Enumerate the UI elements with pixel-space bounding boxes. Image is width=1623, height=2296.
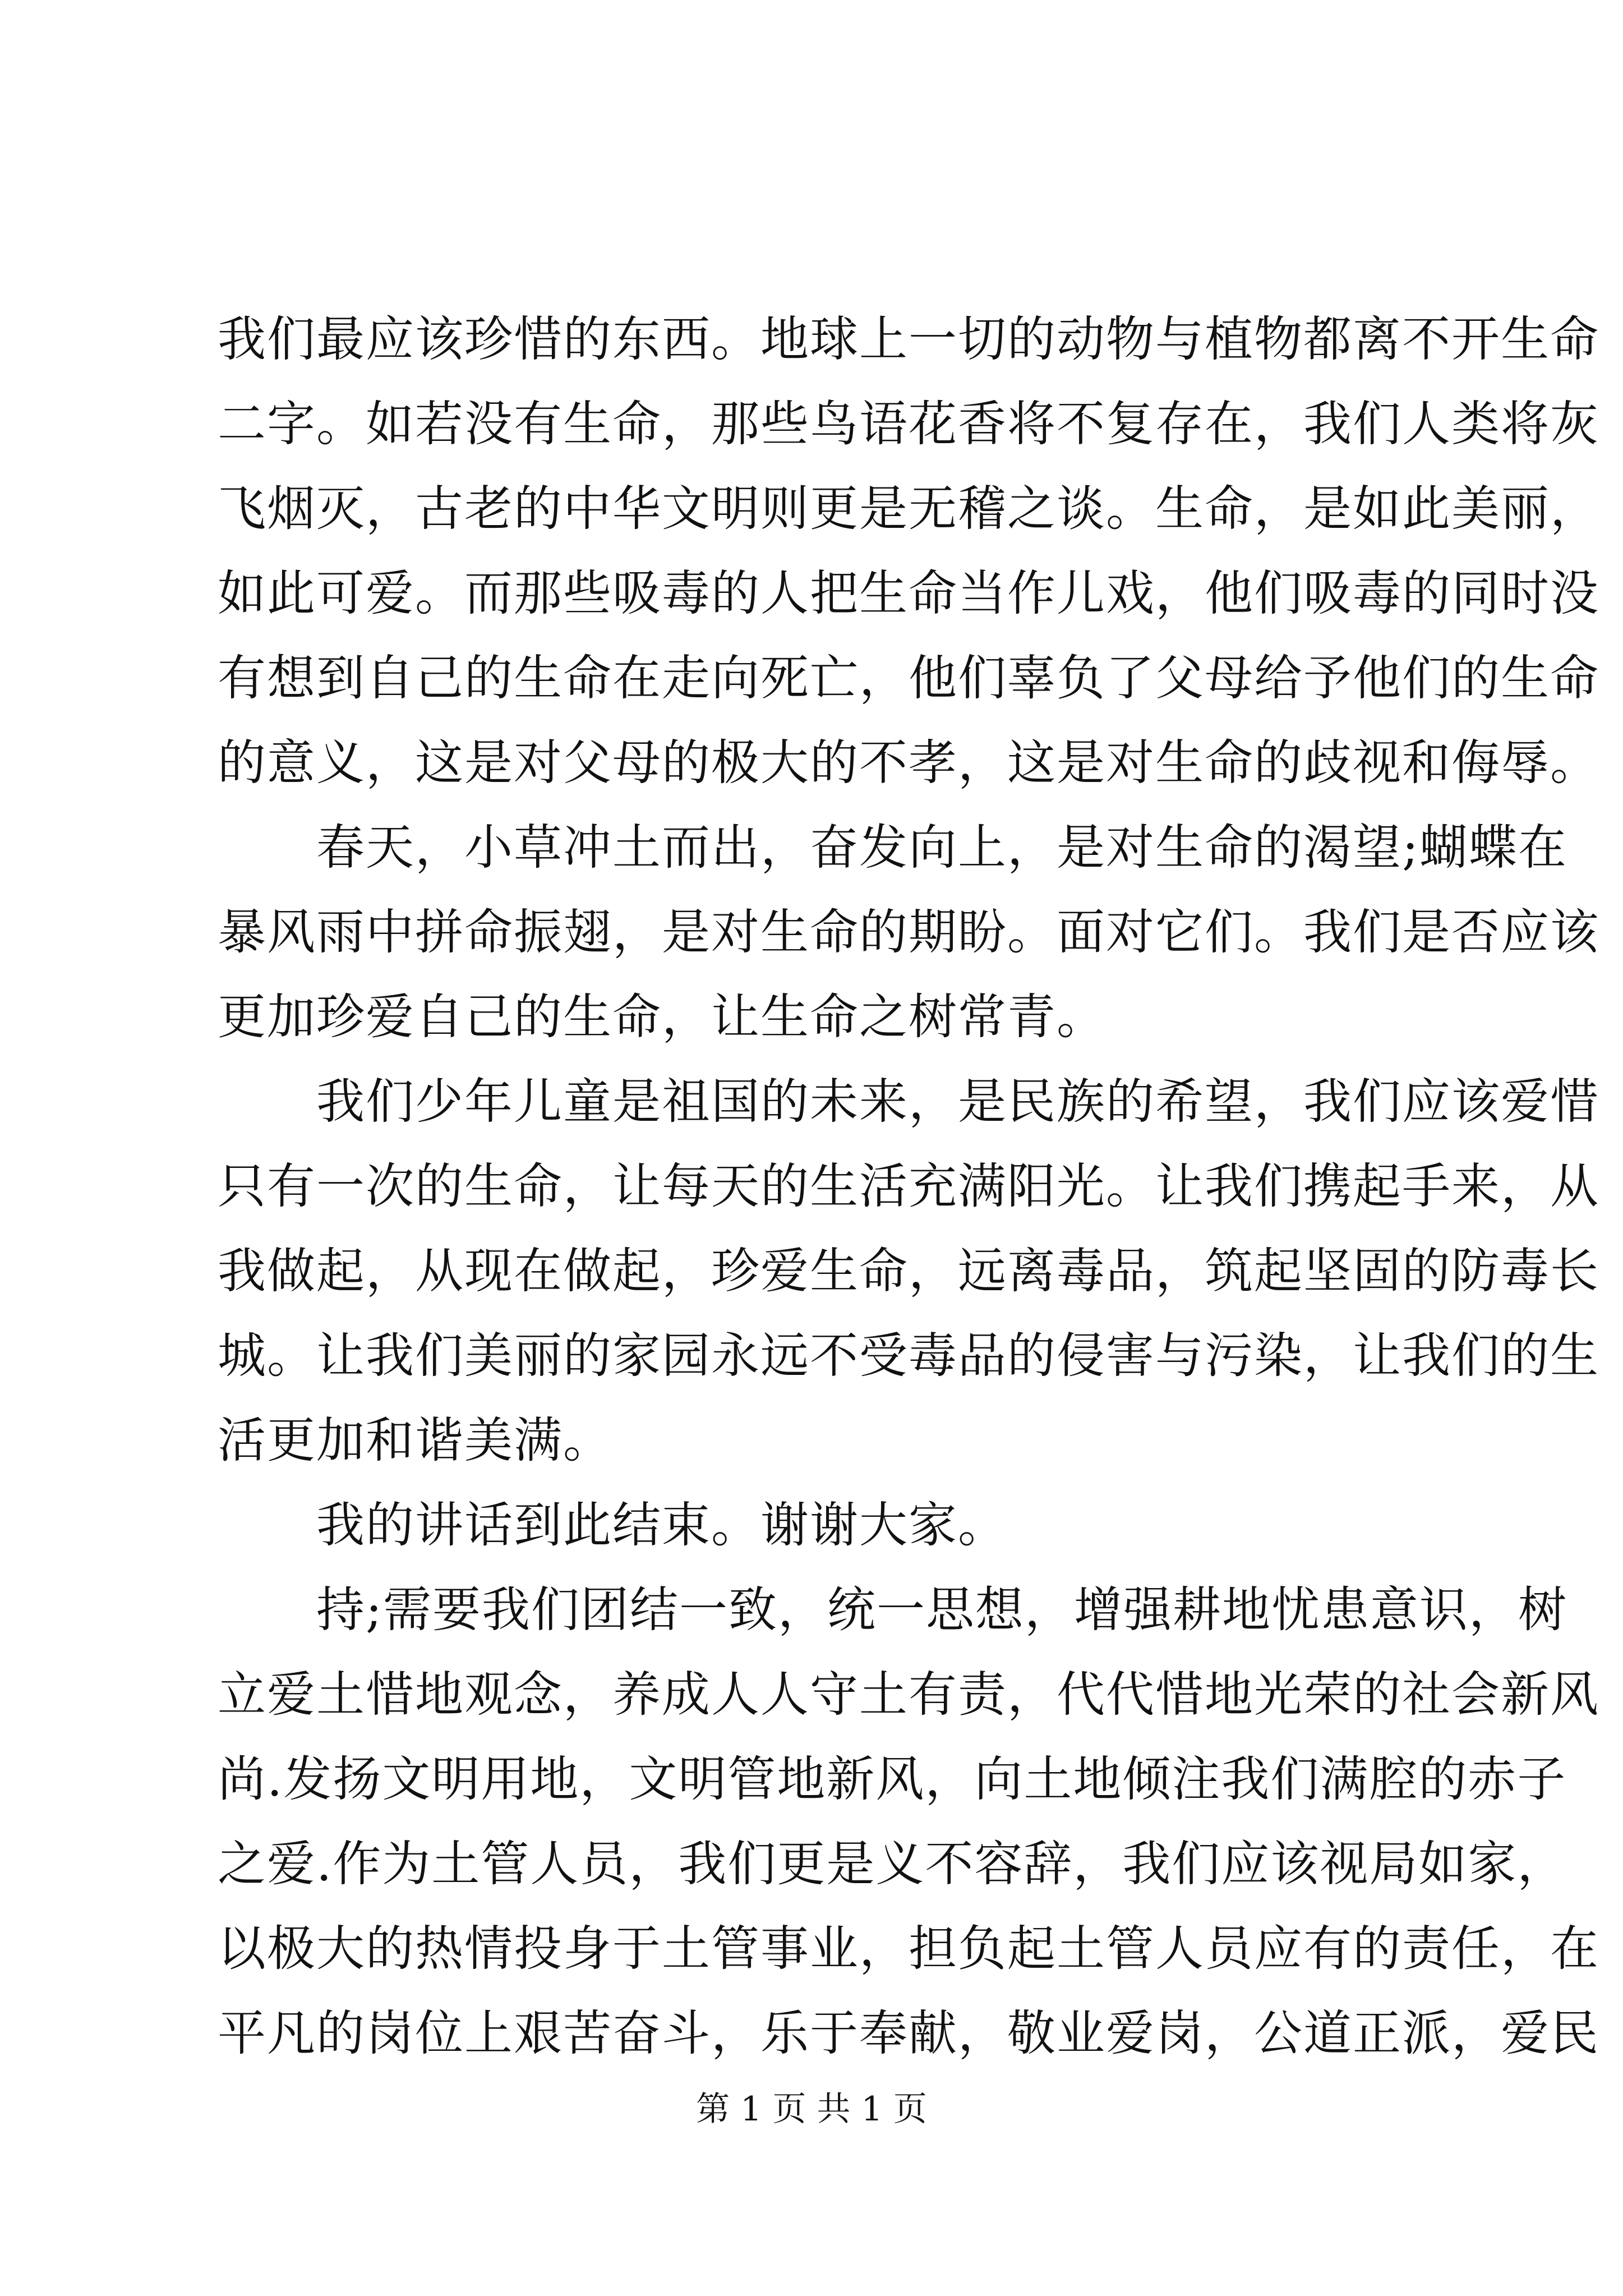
text-line-7: 春天，小草冲土而出，奋发向上，是对生命的渴望;蝴蝶在 — [218, 820, 1567, 876]
text-line-21: 平凡的岗位上艰苦奋斗，乐于奉献，敬业爱岗，公道正派，爱民 — [218, 2005, 1599, 2062]
text-line-13: 城。让我们美丽的家园永远不受毒品的侵害与污染，让我们的生 — [218, 1328, 1599, 1384]
text-line-8: 暴风雨中拼命振翅，是对生命的期盼。面对它们。我们是否应该 — [218, 904, 1599, 960]
text-line-14: 活更加和谐美满。 — [218, 1412, 612, 1469]
text-line-17: 立爱土惜地观念，养成人人守土有责，代代惜地光荣的社会新风 — [218, 1667, 1599, 1723]
text-line-5: 有想到自己的生命在走向死亡，他们辜负了父母给予他们的生命 — [218, 650, 1599, 706]
text-line-16: 持;需要我们团结一致，统一思想，增强耕地忧患意识，树 — [218, 1582, 1567, 1638]
text-line-15: 我的讲话到此结束。谢谢大家。 — [218, 1497, 1007, 1553]
text-line-2: 二字。如若没有生命，那些鸟语花香将不复存在，我们人类将灰 — [218, 396, 1599, 452]
text-line-6: 的意义，这是对父母的极大的不孝，这是对生命的歧视和侮辱。 — [218, 735, 1599, 791]
text-line-10: 我们少年儿童是祖国的未来，是民族的希望，我们应该爱惜 — [218, 1074, 1599, 1130]
text-line-19: 之爱.作为土管人员，我们更是义不容辞，我们应该视局如家， — [218, 1836, 1567, 1892]
text-line-1: 我们最应该珍惜的东西。地球上一切的动物与植物都离不开生命 — [218, 311, 1599, 367]
text-line-12: 我做起，从现在做起，珍爱生命，远离毒品，筑起坚固的防毒长 — [218, 1243, 1599, 1299]
text-line-9: 更加珍爱自己的生命，让生命之树常青。 — [218, 989, 1106, 1045]
text-line-18: 尚.发扬文明用地，文明管地新风，向土地倾注我们满腔的赤子 — [218, 1751, 1567, 1807]
text-line-4: 如此可爱。而那些吸毒的人把生命当作儿戏，他们吸毒的同时没 — [218, 565, 1599, 622]
text-line-11: 只有一次的生命，让每天的生活充满阳光。让我们携起手来，从 — [218, 1158, 1599, 1214]
text-line-20: 以极大的热情投身于土管事业，担负起土管人员应有的责任，在 — [218, 1921, 1599, 1977]
text-line-3: 飞烟灭，古老的中华文明则更是无稽之谈。生命，是如此美丽， — [218, 481, 1599, 537]
page-number-footer: 第 1 页 共 1 页 — [696, 2090, 927, 2129]
